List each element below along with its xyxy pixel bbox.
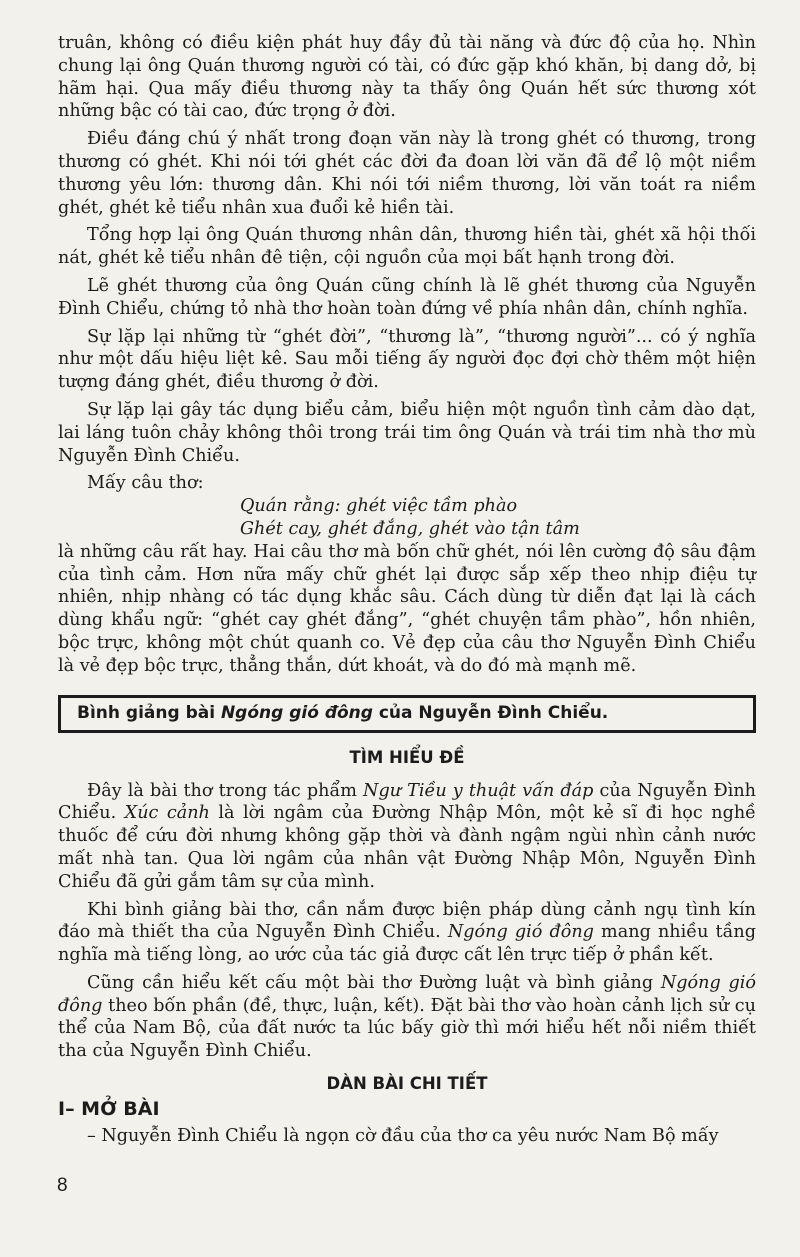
paragraph (58, 972, 756, 1063)
work-title: Ngóng gió đông (58, 972, 756, 1016)
paragraph: truân, không có điều kiện phát huy đầy đủ tài năng và đức độ của họ. Nhìn chung lại ông Quán thương người có tài, có đức gặp khó khăn, bị dang dở, bị hãm hại. Qua mấy điều thương này ta thấy ông Quán hết sức thương xót những bậc có tài cao, đức trọng ở đời. (58, 33, 756, 122)
section-heading: DÀN BÀI CHI TIẾT (326, 1074, 488, 1094)
text: Đây là bài thơ trong tác phẩm (87, 780, 364, 801)
section-heading: TÌM HIỂU ĐỀ (349, 747, 465, 767)
paragraph (58, 899, 756, 967)
page-body (58, 32, 756, 1153)
paragraph: là những câu rất hay. Hai câu thơ mà bốn chữ ghét, nói lên cường độ sâu đậm của tình cảm. Hơn nữa mấy chữ ghét lại được sắp xếp theo nhịp điệu tự nhiên, nhịp nhàng có tác dụng khắc sâu. Cách dùng từ diễn đạt lại là cách dùng khẩu ngữ: “ghét cay ghét đắng”, “ghét chuyện tầm phào”, hồn nhiên, bộc trực, không một chút quanh co. Vẻ đẹp của câu thơ Nguyễn Đình Chiểu là vẻ đẹp bộc trực, thẳng thắn, dứt khoát, và do đó mà mạnh mẽ. (58, 541, 756, 676)
lesson-title-work: Ngóng gió đông (220, 702, 373, 723)
paragraph: Sự lặp lại những từ “ghét đời”, “thương là”, “thương người”... có ý nghĩa như một dấu hiệu liệt kê. Sau mỗi tiếng ấy người đọc đợi chờ thêm một hiện tượng đáng ghét, điều thương ở đời. (58, 326, 756, 393)
text: của Nguyễn Đình Chiểu. (58, 780, 757, 824)
text: là lời ngâm của Đường Nhập Môn, một kẻ sĩ đi học nghề thuốc để cứu đời nhưng không gặp thời và đành ngậm ngùi nhìn cảnh nước mất nhà tan. Qua lời ngâm của nhân vật Đường Nhập Môn, Nguyễn Đình Chiểu đã gửi gắm tâm sự của mình. (58, 803, 756, 892)
page-number: 8 (57, 1175, 68, 1196)
text: theo bốn phần (đề, thực, luận, kết). Đặt bài thơ vào hoàn cảnh lịch sử cụ thể của Nam Bộ, của đất nước ta lúc bấy giờ thì mới hiểu hết nỗi niềm thiết tha của Nguyễn Đình Chiểu. (58, 995, 756, 1062)
verse-line: Quán rằng: ghét việc tầm phào (240, 496, 518, 517)
paragraph: Tổng hợp lại ông Quán thương nhân dân, thương hiền tài, ghét xã hội thối nát, ghét kẻ tiểu nhân đê tiện, cội nguồn của mọi bất hạnh trong đời. (58, 225, 756, 269)
paragraph: – Nguyễn Đình Chiểu là ngọn cờ đầu của thơ ca yêu nước Nam Bộ mấy (87, 1126, 719, 1147)
text: Khi bình giảng bài thơ, cần nắm được biện pháp dùng cảnh ngụ tình kín đáo mà thiết tha của Nguyễn Đình Chiểu. (58, 899, 756, 943)
work-title: Ngư Tiều y thuật vấn đáp (363, 780, 594, 801)
work-title: Ngóng gió đông (447, 922, 594, 943)
paragraph (58, 780, 756, 894)
verse-line: Ghét cay, ghét đắng, ghét vào tận tâm (240, 518, 580, 539)
work-title: Xúc cảnh (124, 803, 210, 824)
text: Cũng cần hiểu kết cấu một bài thơ Đường luật và bình giảng (87, 972, 661, 993)
lesson-title-text: của Nguyễn Đình Chiểu. (372, 702, 609, 723)
paragraph: Sự lặp lại gây tác dụng biểu cảm, biểu hiện một nguồn tình cảm dào dạt, lai láng tuôn chảy không thôi trong trái tim ông Quán và trái tim nhà thơ mù Nguyễn Đình Chiểu. (58, 399, 756, 466)
subsection-heading: I– MỞ BÀI (58, 1098, 160, 1121)
lesson-title-box (58, 695, 756, 733)
paragraph: Điều đáng chú ý nhất trong đoạn văn này là trong ghét có thương, trong thương có ghét. Khi nói tới ghét các đời đa đoan lời văn đã để lộ một niềm thương yêu lớn: thương dân. Khi nói tới niềm thương, lời văn toát ra niềm ghét, ghét kẻ tiểu nhân xua đuổi kẻ hiền tài. (58, 129, 756, 218)
lesson-title-text: Bình giảng bài (77, 702, 221, 723)
paragraph: Lẽ ghét thương của ông Quán cũng chính là lẽ ghét thương của Nguyễn Đình Chiểu, chứng tỏ nhà thơ hoàn toàn đứng về phía nhân dân, chính nghĩa. (58, 275, 756, 319)
paragraph: Mấy câu thơ: (87, 473, 204, 494)
text: mang nhiều tầng nghĩa mà tiếng lòng, ao ước của tác giả được cất lên trực tiếp ở phần kết. (58, 922, 756, 966)
